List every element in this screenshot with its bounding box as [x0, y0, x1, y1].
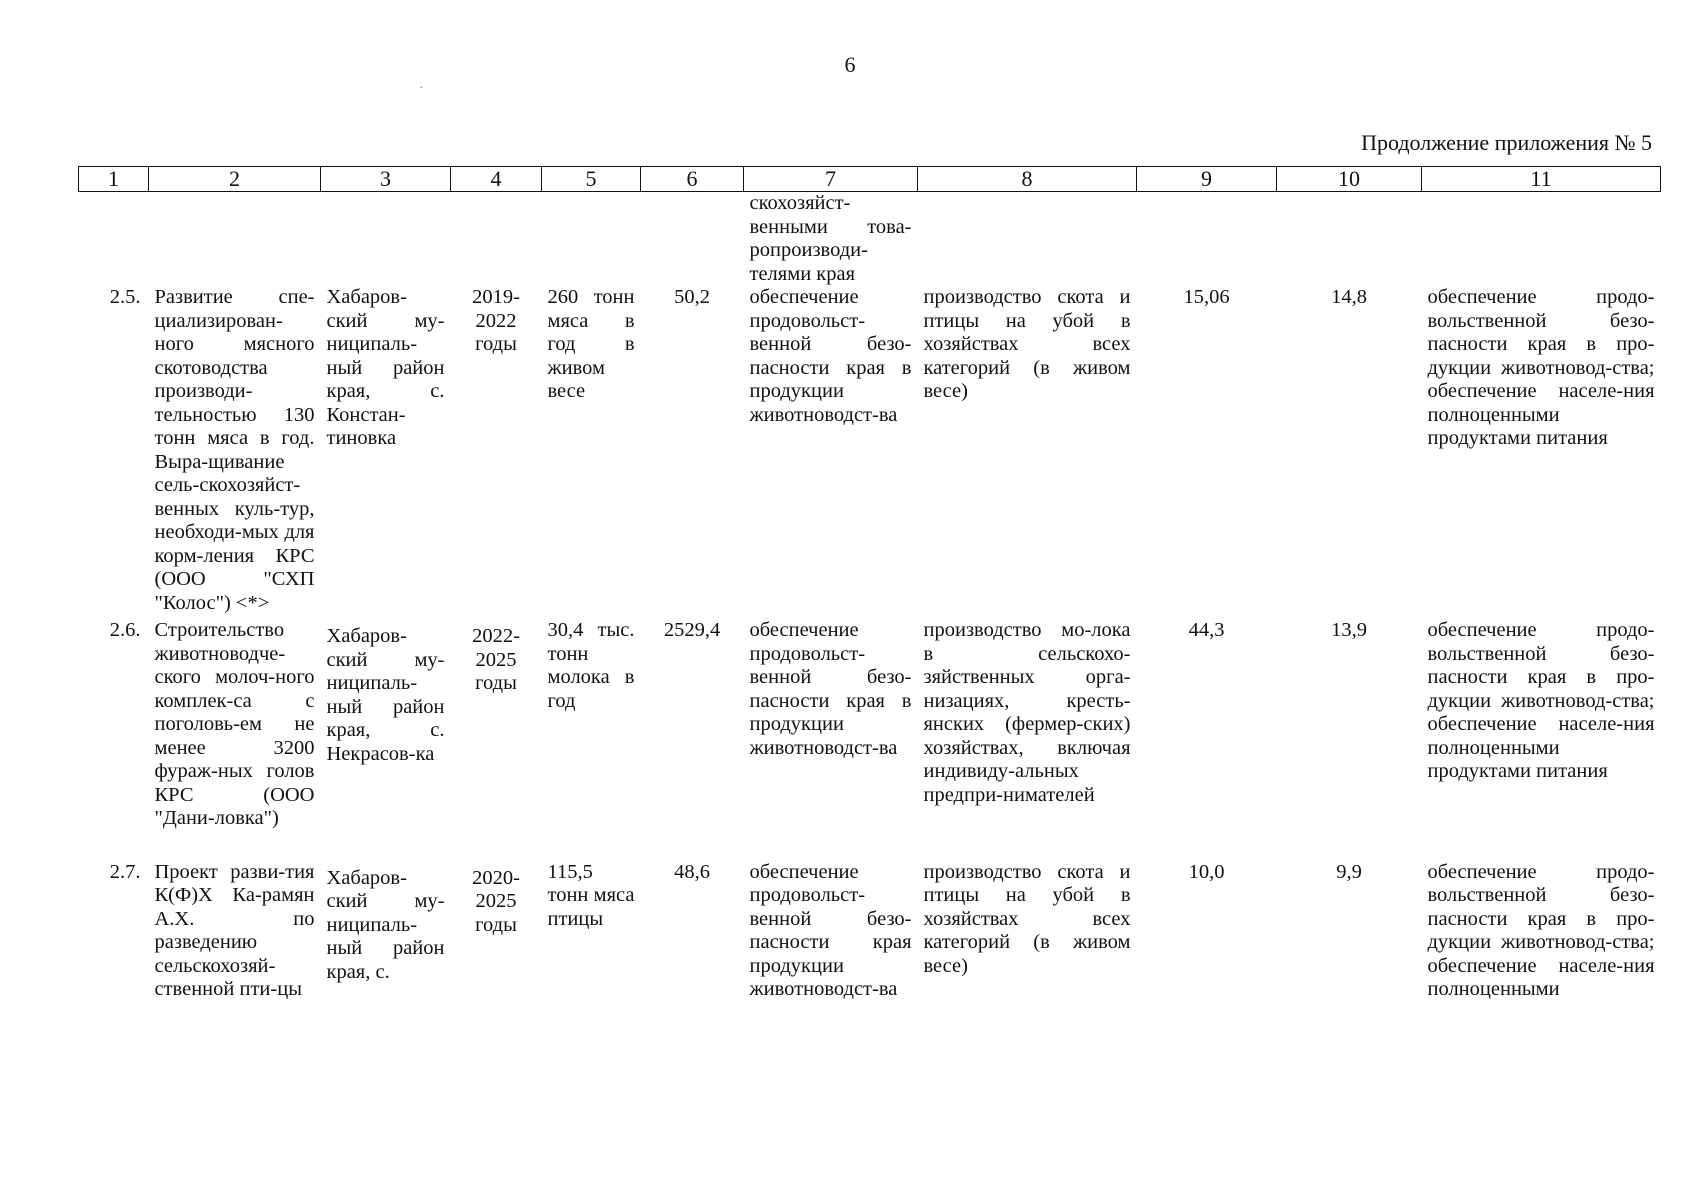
project-capacity: 115,5 тонн мяса птицы	[547, 860, 635, 930]
continuation-label: Продолжение приложения № 5	[1361, 130, 1652, 155]
value-col9: 10,0	[1188, 860, 1225, 883]
table-row	[79, 831, 1661, 1002]
project-name: Развитие спе-циализирован-ного мясного скотоводства производи-тельностью 130 тонн мяса в год. Выра-щивание сель-скохозяйст-венных куль-тур, необходи-мых для корм-ления КРС (ООО "СХП "Колос") <*>	[154, 286, 315, 614]
project-period: 2020-2025 годы	[472, 866, 520, 936]
project-name: Строительство животноводче-ского молоч-ного комплек-са с поголовь-ем не менее 3200 фураж-ных голов КРС (ООО "Дани-ловка")	[154, 619, 315, 829]
table-row	[79, 615, 1661, 831]
value-col10: 9,9	[1336, 860, 1362, 883]
col-header: 8	[918, 167, 1137, 192]
col-header: 3	[321, 167, 451, 192]
row-number: 2.6.	[109, 619, 141, 641]
col-header: 9	[1137, 167, 1277, 192]
project-capacity: 260 тонн мяса в год в живом весе	[547, 286, 635, 402]
page-number: 6	[844, 52, 856, 77]
appendix-table	[78, 166, 1661, 1002]
project-name: Проект разви-тия К(Ф)Х Ка-рамян А.Х. по разведению сельскохозяй-ственной пти-цы	[154, 860, 315, 1000]
scan-speck: .	[420, 80, 423, 91]
table-row	[79, 286, 1661, 615]
project-cost: 48,6	[674, 860, 710, 883]
project-effect: обеспечение продо-вольственной безо-пасности края в про-дукции животновод-ства; обеспечение населе-ния полноценными продуктами питания	[1427, 286, 1655, 449]
carryover-row	[79, 192, 1661, 287]
col-header: 5	[542, 167, 641, 192]
col-header: 10	[1277, 167, 1422, 192]
value-col9: 44,3	[1188, 619, 1225, 641]
project-effect: обеспечение продо-вольственной безо-пасности края в про-дукции животновод-ства; обеспечение населе-ния полноценными продуктами питания	[1427, 619, 1655, 782]
project-effect: обеспечение продо-вольственной безо-пасности края в про-дукции животновод-ства; обеспечение населе-ния полноценными	[1427, 860, 1655, 1000]
value-col9: 15,06	[1183, 286, 1230, 308]
value-col10: 13,9	[1331, 619, 1367, 641]
col-header: 1	[79, 167, 149, 192]
col-header: 4	[451, 167, 542, 192]
project-period: 2019-2022 годы	[472, 286, 520, 355]
project-goal: обеспечение продовольст-венной безо-пасности края продукции животноводст-ва	[749, 860, 912, 1000]
project-goal: обеспечение продовольст-венной безо-пасности края в продукции животноводст-ва	[749, 619, 912, 759]
column-number-header	[79, 167, 1661, 192]
project-indicator: производство скота и птицы на убой в хозяйствах всех категорий (в живом весе)	[923, 860, 1131, 977]
project-capacity: 30,4 тыс. тонн молока в год	[547, 619, 635, 712]
value-col10: 14,8	[1331, 286, 1367, 308]
col-header: 7	[744, 167, 918, 192]
row-number: 2.5.	[109, 286, 141, 308]
project-location: Хабаров-ский му-ниципаль-ный район края, с.	[326, 866, 445, 983]
row-number: 2.7.	[109, 860, 141, 883]
project-cost: 50,2	[674, 286, 710, 308]
carryover-goal: скохозяйст-венными това-ропроизводи-телями края	[749, 192, 912, 285]
project-location: Хабаров-ский му-ниципаль-ный район края, с. Некрасов-ка	[326, 625, 445, 765]
col-header: 2	[149, 167, 321, 192]
project-location: Хабаров-ский му-ниципаль-ный район края, с. Констан-тиновка	[326, 286, 445, 449]
project-indicator: производство мо-лока в сельскохо-зяйственных орга-низациях, кресть-янских (фермер-ских) хозяйствах, включая индивиду-альных предпри-нимателей	[923, 619, 1131, 806]
project-goal: обеспечение продовольст-венной безо-пасности края в продукции животноводст-ва	[749, 286, 912, 426]
project-cost: 2529,4	[663, 619, 721, 641]
col-header: 11	[1422, 167, 1661, 192]
col-header: 6	[641, 167, 744, 192]
project-period: 2022-2025 годы	[472, 625, 520, 694]
project-indicator: производство скота и птицы на убой в хозяйствах всех категорий (в живом весе)	[923, 286, 1131, 402]
